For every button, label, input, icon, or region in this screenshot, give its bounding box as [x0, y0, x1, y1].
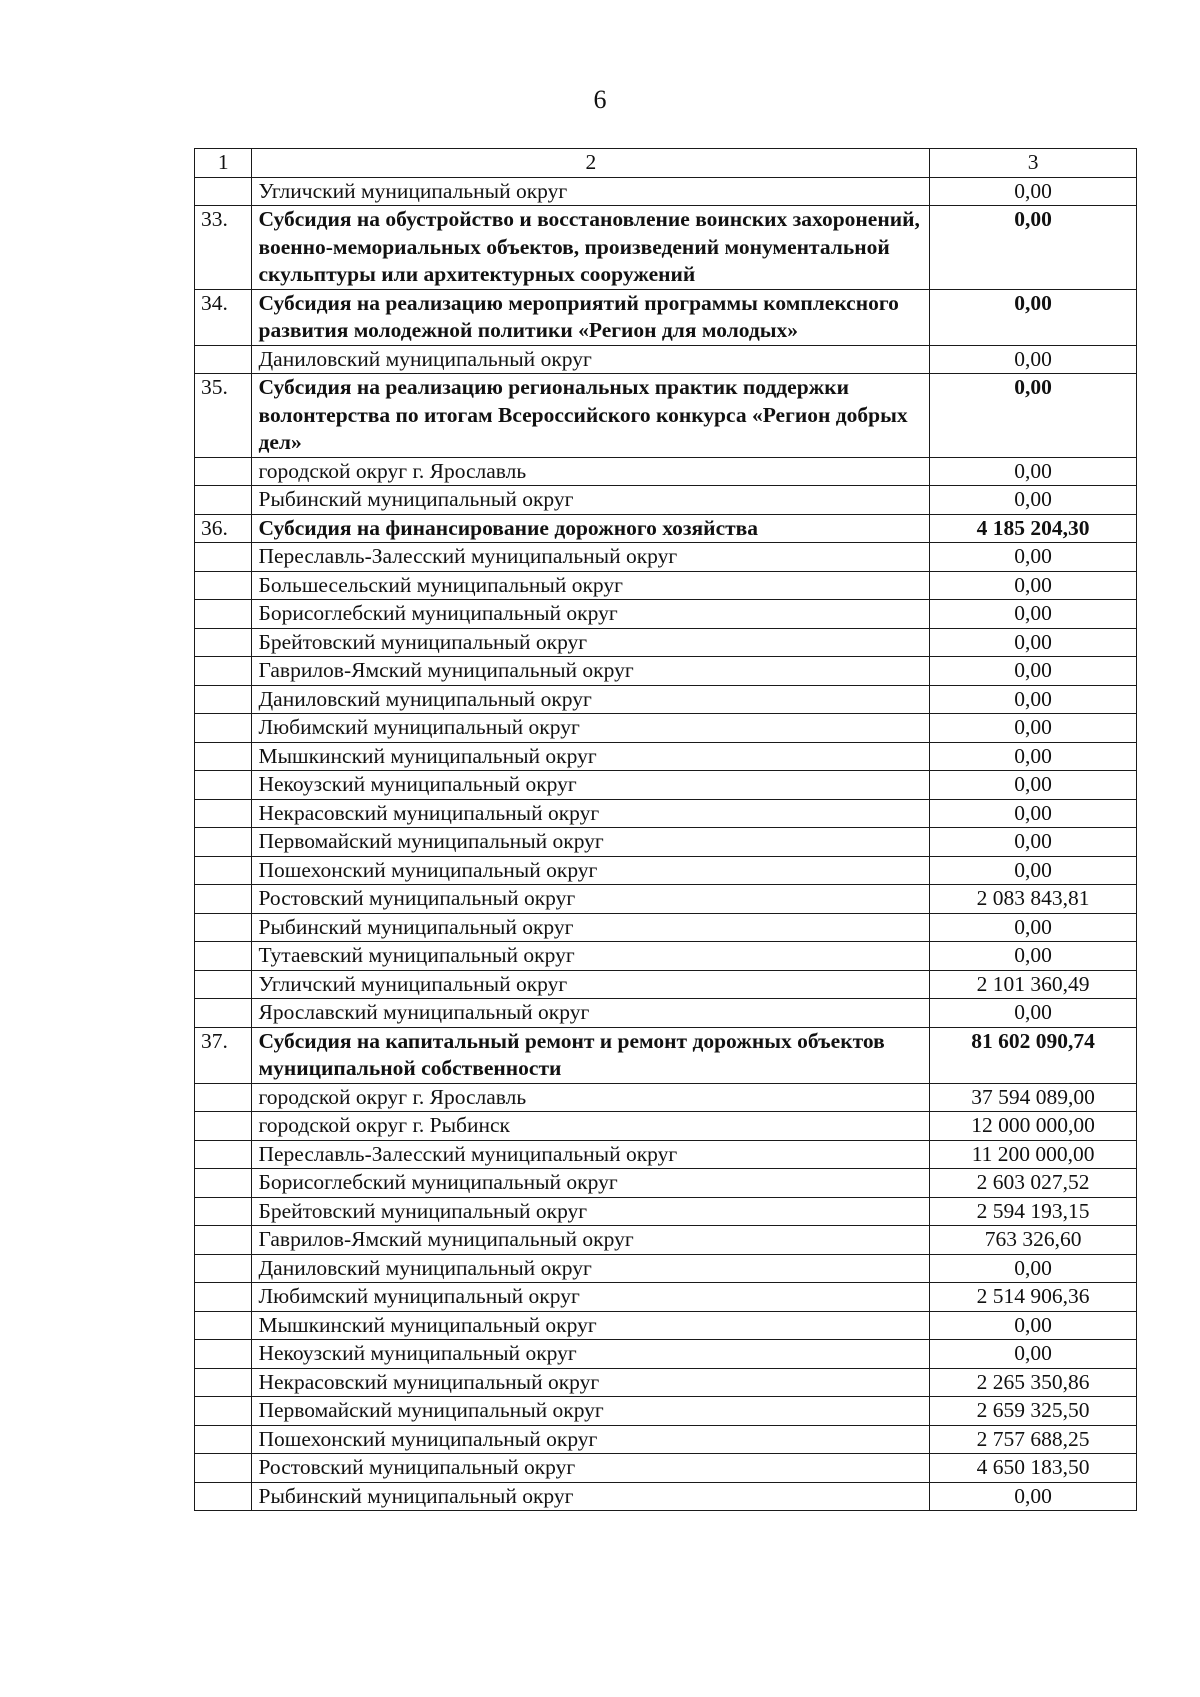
subsidy-table [194, 148, 1137, 1511]
header-col-2: 2 [252, 149, 930, 178]
row-value: 0,00 [930, 289, 1137, 345]
row-number [195, 1140, 252, 1169]
row-value: 12 000 000,00 [930, 1112, 1137, 1141]
row-value: 0,00 [930, 828, 1137, 857]
table-row [195, 1482, 1137, 1511]
table-row [195, 1454, 1137, 1483]
row-number [195, 999, 252, 1028]
row-value: 0,00 [930, 771, 1137, 800]
row-name: Борисоглебский муниципальный округ [252, 1169, 930, 1198]
table-row [195, 657, 1137, 686]
row-value: 763 326,60 [930, 1226, 1137, 1255]
row-value: 0,00 [930, 799, 1137, 828]
row-name: Мышкинский муниципальный округ [252, 742, 930, 771]
row-name: Мышкинский муниципальный округ [252, 1311, 930, 1340]
table-row [195, 1254, 1137, 1283]
row-name: Ростовский муниципальный округ [252, 885, 930, 914]
header-col-3: 3 [930, 149, 1137, 178]
row-number: 33. [195, 206, 252, 290]
section-row [195, 289, 1137, 345]
row-number [195, 457, 252, 486]
row-name: Субсидия на реализацию мероприятий программы комплексного развития молодежной политики «Регион для молодых» [252, 289, 930, 345]
row-name: Любимский муниципальный округ [252, 1283, 930, 1312]
row-value: 0,00 [930, 543, 1137, 572]
row-value: 2 659 325,50 [930, 1397, 1137, 1426]
row-number [195, 543, 252, 572]
row-name: Некоузский муниципальный округ [252, 1340, 930, 1369]
table-row [195, 885, 1137, 914]
row-value: 0,00 [930, 913, 1137, 942]
table-row [195, 628, 1137, 657]
row-name: Угличский муниципальный округ [252, 177, 930, 206]
section-row [195, 1027, 1137, 1083]
row-value: 2 083 843,81 [930, 885, 1137, 914]
row-name: Некрасовский муниципальный округ [252, 1368, 930, 1397]
row-value: 2 603 027,52 [930, 1169, 1137, 1198]
row-value: 0,00 [930, 571, 1137, 600]
row-value: 0,00 [930, 1311, 1137, 1340]
section-row [195, 514, 1137, 543]
row-number [195, 856, 252, 885]
row-value: 0,00 [930, 486, 1137, 515]
row-number [195, 1425, 252, 1454]
table-row [195, 771, 1137, 800]
row-name: Некрасовский муниципальный округ [252, 799, 930, 828]
row-name: городской округ г. Ярославль [252, 457, 930, 486]
table-row [195, 1140, 1137, 1169]
row-name: городской округ г. Ярославль [252, 1083, 930, 1112]
table-row [195, 1197, 1137, 1226]
table-row [195, 345, 1137, 374]
row-number [195, 1083, 252, 1112]
row-name: Субсидия на реализацию региональных практик поддержки волонтерства по итогам Всероссийского конкурса «Регион добрых дел» [252, 374, 930, 458]
row-value: 4 185 204,30 [930, 514, 1137, 543]
table-body [195, 149, 1137, 1511]
row-value: 0,00 [930, 1482, 1137, 1511]
row-number [195, 657, 252, 686]
header-col-1: 1 [195, 149, 252, 178]
row-name: Ярославский муниципальный округ [252, 999, 930, 1028]
row-number [195, 1226, 252, 1255]
row-name: Некоузский муниципальный округ [252, 771, 930, 800]
table-row [195, 486, 1137, 515]
row-value: 2 101 360,49 [930, 970, 1137, 999]
table-row [195, 856, 1137, 885]
row-number: 34. [195, 289, 252, 345]
table-row [195, 1226, 1137, 1255]
section-row [195, 374, 1137, 458]
row-value: 0,00 [930, 628, 1137, 657]
row-name: Субсидия на обустройство и восстановление воинских захоронений, военно-мемориальных объектов, произведений монументальной скульптуры или архитектурных сооружений [252, 206, 930, 290]
row-number [195, 1482, 252, 1511]
table-row [195, 942, 1137, 971]
row-name: Рыбинский муниципальный округ [252, 913, 930, 942]
row-name: Даниловский муниципальный округ [252, 685, 930, 714]
row-value: 2 514 906,36 [930, 1283, 1137, 1312]
row-value: 0,00 [930, 714, 1137, 743]
row-value: 0,00 [930, 999, 1137, 1028]
row-name: Субсидия на финансирование дорожного хозяйства [252, 514, 930, 543]
row-name: Первомайский муниципальный округ [252, 828, 930, 857]
row-value: 0,00 [930, 177, 1137, 206]
row-name: Переславль-Залесский муниципальный округ [252, 1140, 930, 1169]
table-row [195, 799, 1137, 828]
row-name: Гаврилов-Ямский муниципальный округ [252, 657, 930, 686]
table-row [195, 177, 1137, 206]
table-row [195, 1112, 1137, 1141]
row-name: Ростовский муниципальный округ [252, 1454, 930, 1483]
table-row [195, 970, 1137, 999]
table-row [195, 714, 1137, 743]
row-name: Брейтовский муниципальный округ [252, 628, 930, 657]
row-number [195, 486, 252, 515]
row-name: Пошехонский муниципальный округ [252, 1425, 930, 1454]
table-row [195, 571, 1137, 600]
row-number [195, 942, 252, 971]
row-number [195, 628, 252, 657]
row-number [195, 885, 252, 914]
section-row [195, 206, 1137, 290]
row-number [195, 828, 252, 857]
row-number [195, 913, 252, 942]
row-value: 0,00 [930, 457, 1137, 486]
table-row [195, 913, 1137, 942]
row-value: 0,00 [930, 942, 1137, 971]
row-value: 0,00 [930, 1254, 1137, 1283]
row-value: 2 265 350,86 [930, 1368, 1137, 1397]
row-value: 0,00 [930, 685, 1137, 714]
row-number [195, 1254, 252, 1283]
row-name: Рыбинский муниципальный округ [252, 1482, 930, 1511]
row-number [195, 600, 252, 629]
row-name: Даниловский муниципальный округ [252, 1254, 930, 1283]
row-value: 0,00 [930, 345, 1137, 374]
page-number: 6 [593, 85, 607, 114]
row-value: 0,00 [930, 206, 1137, 290]
row-name: Гаврилов-Ямский муниципальный округ [252, 1226, 930, 1255]
row-number [195, 1197, 252, 1226]
row-value: 37 594 089,00 [930, 1083, 1137, 1112]
table-row [195, 1283, 1137, 1312]
row-name: Борисоглебский муниципальный округ [252, 600, 930, 629]
row-number [195, 685, 252, 714]
row-number [195, 345, 252, 374]
row-number [195, 1340, 252, 1369]
row-value: 0,00 [930, 856, 1137, 885]
row-name: городской округ г. Рыбинск [252, 1112, 930, 1141]
row-value: 0,00 [930, 657, 1137, 686]
row-name: Тутаевский муниципальный округ [252, 942, 930, 971]
row-number [195, 799, 252, 828]
table-row [195, 685, 1137, 714]
table-header-row [195, 149, 1137, 178]
row-value: 4 650 183,50 [930, 1454, 1137, 1483]
row-number [195, 970, 252, 999]
row-value: 2 757 688,25 [930, 1425, 1137, 1454]
table-row [195, 600, 1137, 629]
row-value: 0,00 [930, 1340, 1137, 1369]
table-row [195, 457, 1137, 486]
row-name: Переславль-Залесский муниципальный округ [252, 543, 930, 572]
row-number [195, 177, 252, 206]
row-number [195, 742, 252, 771]
row-name: Большесельский муниципальный округ [252, 571, 930, 600]
row-name: Пошехонский муниципальный округ [252, 856, 930, 885]
table-row [195, 1425, 1137, 1454]
table-row [195, 1368, 1137, 1397]
row-value: 0,00 [930, 600, 1137, 629]
row-name: Субсидия на капитальный ремонт и ремонт дорожных объектов муниципальной собственности [252, 1027, 930, 1083]
row-name: Угличский муниципальный округ [252, 970, 930, 999]
row-number [195, 771, 252, 800]
table-row [195, 1083, 1137, 1112]
table-row [195, 1311, 1137, 1340]
table-row [195, 1397, 1137, 1426]
row-number [195, 1397, 252, 1426]
row-number [195, 571, 252, 600]
row-value: 0,00 [930, 374, 1137, 458]
row-name: Брейтовский муниципальный округ [252, 1197, 930, 1226]
row-name: Первомайский муниципальный округ [252, 1397, 930, 1426]
row-value: 11 200 000,00 [930, 1140, 1137, 1169]
row-number [195, 1283, 252, 1312]
row-value: 81 602 090,74 [930, 1027, 1137, 1083]
row-number [195, 1311, 252, 1340]
row-name: Рыбинский муниципальный округ [252, 486, 930, 515]
row-number [195, 1454, 252, 1483]
table-row [195, 828, 1137, 857]
row-number [195, 714, 252, 743]
table-row [195, 543, 1137, 572]
table-row [195, 1169, 1137, 1198]
row-number [195, 1169, 252, 1198]
row-number [195, 1368, 252, 1397]
row-number: 37. [195, 1027, 252, 1083]
table-row [195, 742, 1137, 771]
row-value: 2 594 193,15 [930, 1197, 1137, 1226]
row-number: 36. [195, 514, 252, 543]
row-number [195, 1112, 252, 1141]
row-number: 35. [195, 374, 252, 458]
table-row [195, 1340, 1137, 1369]
row-name: Любимский муниципальный округ [252, 714, 930, 743]
row-name: Даниловский муниципальный округ [252, 345, 930, 374]
row-value: 0,00 [930, 742, 1137, 771]
table-row [195, 999, 1137, 1028]
